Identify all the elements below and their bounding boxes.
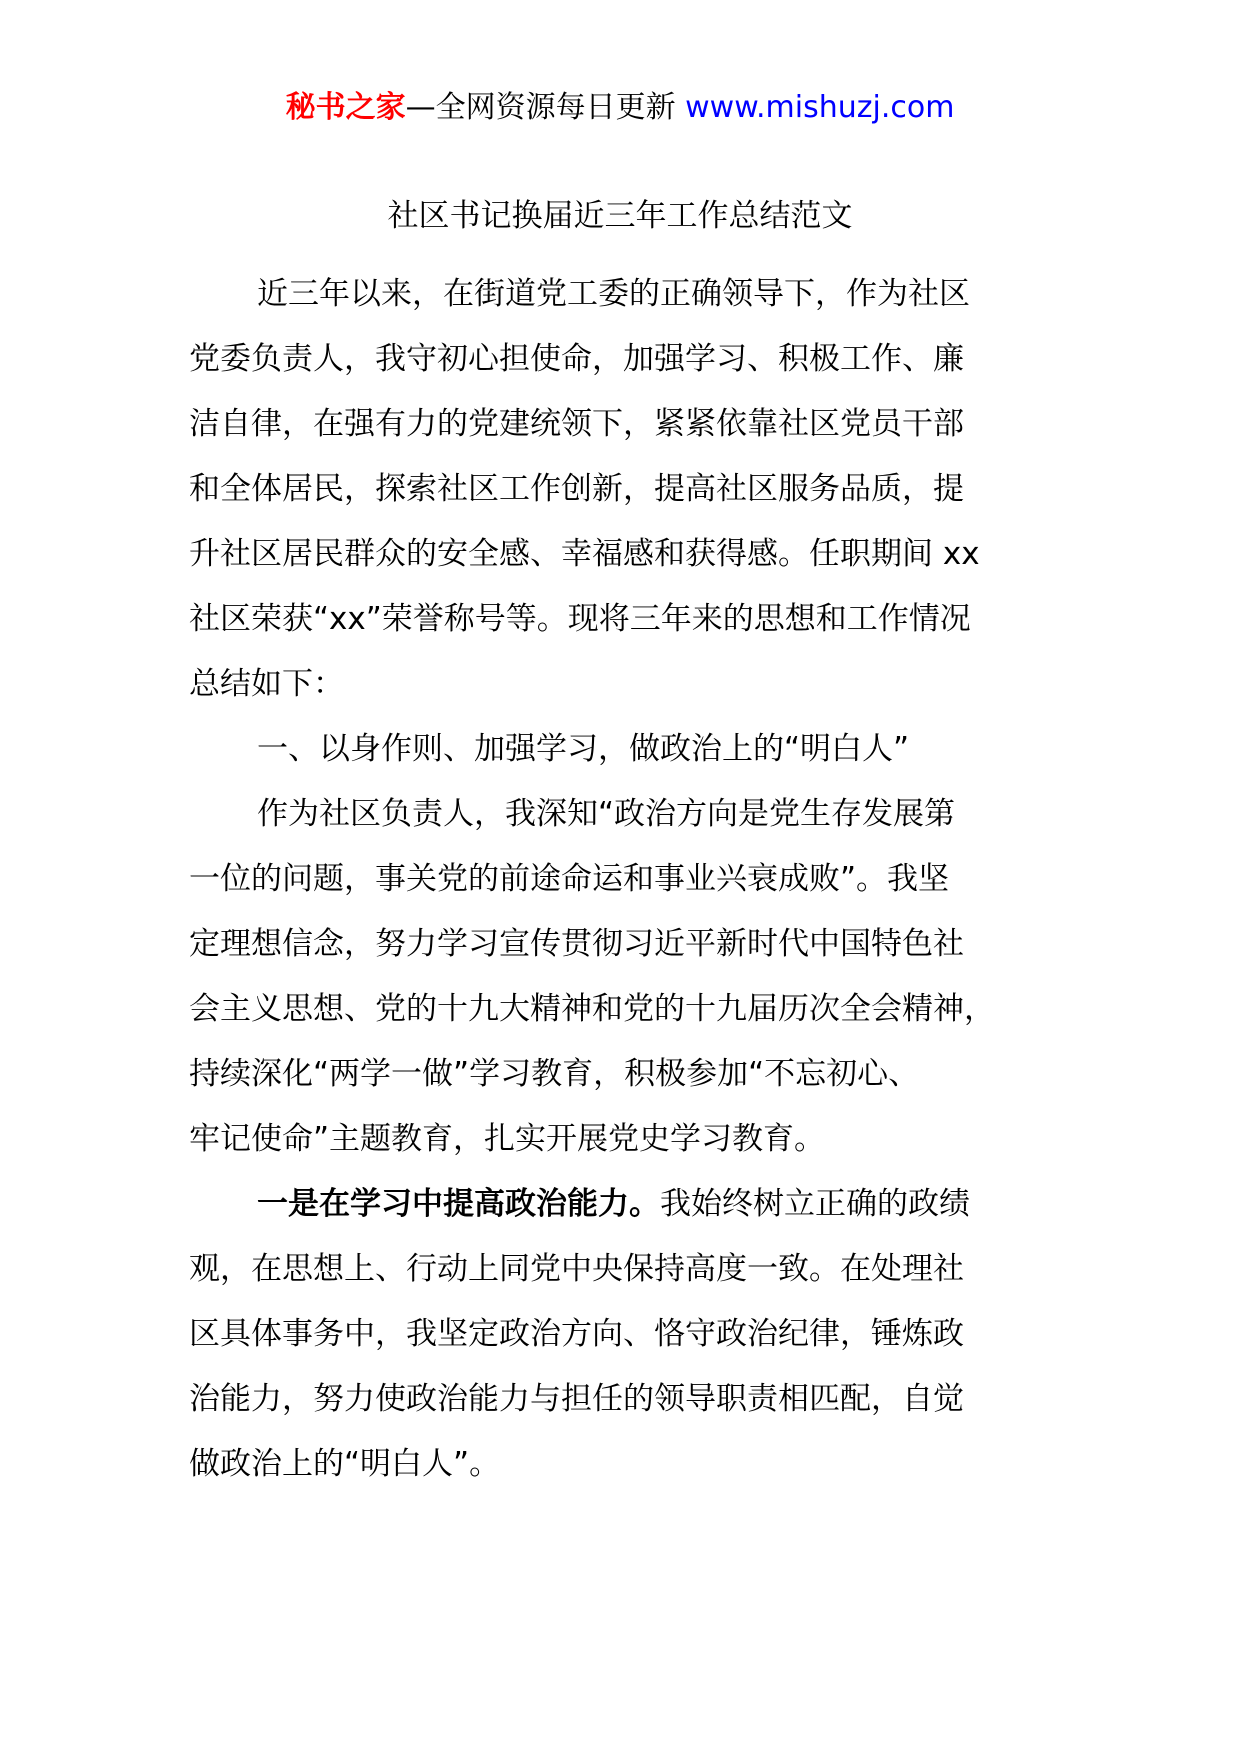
paragraph-line: 观，在思想上、行动上同党中央保持高度一致。在处理社 [189,1251,964,1287]
site-brand: 秘书之家 [285,90,406,125]
paragraph-line: 定理想信念，努力学习宣传贯彻习近平新时代中国特色社 [189,926,964,962]
site-url-link[interactable]: www.mishuzj.com [685,90,955,125]
site-header [0,84,1240,132]
document-body [189,262,1059,1497]
paragraph-line: 区具体事务中，我坚定政治方向、恪守政治纪律，锤炼政 [189,1316,964,1352]
paragraph-line: 一位的问题，事关党的前途命运和事业兴衰成败”。我坚 [189,861,950,897]
paragraph-line: 治能力，努力使政治能力与担任的领导职责相匹配，自觉 [189,1381,964,1417]
paragraph-line: 洁自律，在强有力的党建统领下，紧紧依靠社区党员干部 [189,406,964,442]
paragraph-line: 作为社区负责人，我深知“政治方向是党生存发展第 [257,796,956,832]
bold-lead-sentence: 一是在学习中提高政治能力。 [257,1186,660,1222]
paragraph-line: 升社区居民群众的安全感、幸福感和获得感。任职期间 xx [189,536,980,572]
site-slogan: —全网资源每日更新 [405,90,676,125]
paragraph-line-with-lead [189,1172,1059,1237]
paragraph-line: 做政治上的“明白人”。 [189,1446,501,1482]
paragraph-line: 和全体居民，探索社区工作创新，提高社区服务品质，提 [189,471,964,507]
paragraph-line: 党委负责人，我守初心担使命，加强学习、积极工作、廉 [189,341,964,377]
paragraph-line-text: 我始终树立正确的政绩 [660,1186,970,1222]
paragraph-line: 会主义思想、党的十九大精神和党的十九届历次全会精神， [189,991,995,1027]
paragraph-line: 社区荣获“xx”荣誉称号等。现将三年来的思想和工作情况 [189,601,971,637]
paragraph-line: 牢记使命”主题教育，扎实开展党史学习教育。 [189,1121,826,1157]
paragraph-line: 近三年以来，在街道党工委的正确领导下，作为社区 [257,276,970,312]
paragraph-line: 持续深化“两学一做”学习教育，积极参加“不忘初心、 [189,1056,920,1092]
section-heading: 一、以身作则、加强学习，做政治上的“明白人” [257,731,910,767]
paragraph-line: 总结如下： [189,666,344,702]
document-title: 社区书记换届近三年工作总结范文 [387,198,853,234]
